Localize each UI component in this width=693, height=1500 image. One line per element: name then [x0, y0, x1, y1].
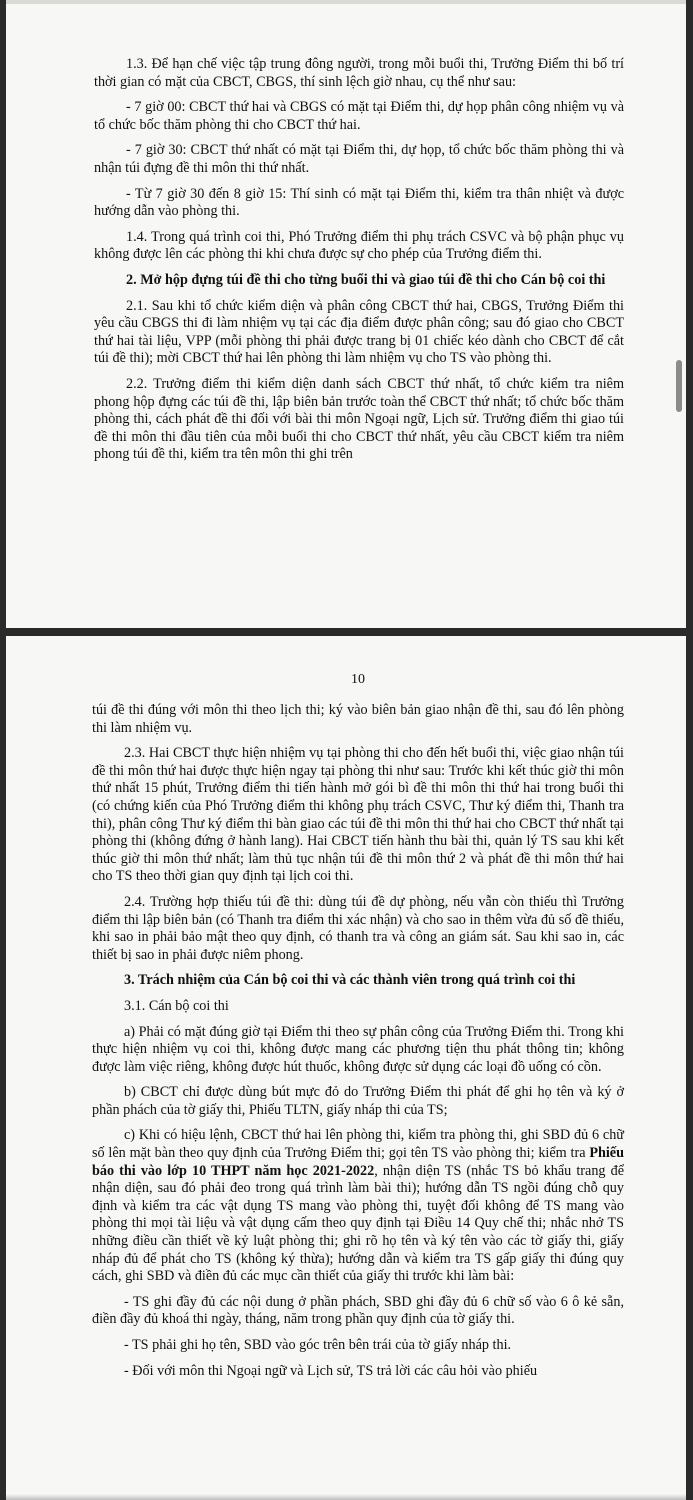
para-c-text-2: , nhận diện TS (nhắc TS bỏ khẩu trang để nhận diện, sau đó phải đeo trong quá trình làm bài thi); hướng dẫn TS ngồi đúng chỗ quy định và kiểm tra các vật dụng TS mang vào phòng thi, tuyệt đối không để TS mang vào phòng thi mọi tài liệu và vật dụng cấm theo quy định tại Điều 14 Quy chế thi; nhắc nhở TS những điều cần thiết về kỷ luật phòng thi; ghi rõ họ tên và ký tên vào các tờ giấy thi, giấy nháp đủ để phát cho TS (không ký thừa); hướng dẫn và kiểm tra TS gấp giấy thi đúng quy cách, ghi SBD và điền đủ các mục cần thiết của giấy thi trước khi làm bài: — [92, 1162, 624, 1285]
document-page-1 — [6, 0, 686, 628]
para-a: a) Phải có mặt đúng giờ tại Điểm thi theo sự phân công của Trưởng Điểm thi. Trong khi thực hiện nhiệm vụ coi thi, không được mang các phương tiện thu phát thông tin; không được làm việc riêng, không được hút thuốc, không được sử dụng các loại đồ uống có cồn. — [92, 1023, 624, 1075]
para-c-bold-text: Phiếu báo thi vào lớp 10 THPT năm học 2021-2022 — [92, 1145, 624, 1179]
page-number: 10 — [351, 672, 365, 687]
section-heading-2: 2. Mở hộp đựng túi đề thi cho từng buổi thi và giao túi đề thi cho Cán bộ coi thi — [126, 271, 606, 288]
para-2-1: 2.1. Sau khi tổ chức kiểm diện và phân công CBCT thứ hai, CBGS, Trưởng Điểm thi yêu cầu CBGS thi đi làm nhiệm vụ tại các địa điểm được phân công; sau đó giao cho CBCT thứ hai tài liệu, VPP (mỗi phòng thi phải được trang bị 01 chiếc kéo dành cho CBCT để cắt túi đề thi); mời CBCT thứ hai lên phòng thi làm nhiệm vụ cho TS vào phòng thi. — [94, 297, 624, 367]
section-heading-3: 3. Trách nhiệm của Cán bộ coi thi và các thành viên trong quá trình coi thi — [124, 972, 576, 989]
para-b: b) CBCT chỉ được dùng bút mực đỏ do Trưởng Điểm thi phát để ghi họ tên và ký ở phần phách của tờ giấy thi, Phiếu TLTN, giấy nháp thi của TS; — [92, 1084, 624, 1118]
para-2-3: 2.3. Hai CBCT thực hiện nhiệm vụ tại phòng thi cho đến hết buổi thi, việc giao nhận túi đề thi môn thứ hai được thực hiện ngay tại phòng thi như sau: Trước khi kết thúc giờ thi môn thứ nhất 15 phút, Trưởng điểm thi tiến hành mở gói bì đề thi môn thi thứ hai trong buổi thi (có chứng kiến của Phó Trưởng điểm thi không phụ trách CSVC, Thư ký điểm thi, Thanh tra thi), phân công Thư ký điểm thi bàn giao các túi đề thi môn thi thứ hai cho CBCT thứ nhất tại phòng thi (không đứng ở hành lang). Hai CBCT tiến hành thu bài thi, quản lý TS sau khi kết thúc giờ thi môn thứ nhất; làm thủ tục nhận túi đề thi môn thứ 2 và phát đề thi môn thứ hai cho TS theo thời gian quy định tại lịch coi thi. — [92, 745, 624, 885]
para-c — [92, 1127, 624, 1285]
para-continued: túi đề thi đúng với môn thi theo lịch thi; ký vào biên bản giao nhận đề thi, sau đó lên phòng thi làm nhiệm vụ. — [92, 702, 624, 736]
para-ts-phach: - TS ghi đầy đủ các nội dung ở phần phách, SBD ghi đầy đủ 6 chữ số vào 6 ô kẻ sẵn, điền đầy đủ khoá thi ngày, tháng, năm trong phần quy định của tờ giấy thi. — [92, 1293, 624, 1328]
scrollbar-thumb[interactable] — [676, 360, 682, 412]
subheading-3-1: 3.1. Cán bộ coi thi — [124, 997, 229, 1014]
page-cut-edge — [6, 1494, 686, 1500]
para-7h30: - 7 giờ 30: CBCT thứ nhất có mặt tại Điểm thi, dự họp, tổ chức bốc thăm phòng thi và nhận túi đựng đề thi môn thi thứ nhất. — [94, 142, 624, 176]
para-2-4: 2.4. Trường hợp thiếu túi đề thi: dùng túi đề dự phòng, nếu vẫn còn thiếu thì Trưởng điểm thi lập biên bản (có Thanh tra điểm thi xác nhận) và cho sao in thêm vừa đủ số đề thiếu, khi sao in phải bảo mật theo quy định, có thanh tra và công an giám sát. Sau khi sao in, các thiết bị sao in phải được niêm phong. — [92, 893, 624, 963]
page-edge — [6, 0, 686, 4]
para-1-3: 1.3. Để hạn chế việc tập trung đông người, trong mỗi buổi thi, Trưởng Điểm thi bố trí thời gian có mặt của CBCT, CBGS, thí sinh lệch giờ nhau, cụ thể như sau: — [94, 56, 624, 90]
para-ngoai-ngu: - Đối với môn thi Ngoại ngữ và Lịch sử, TS trả lời các câu hỏi vào phiếu — [124, 1362, 538, 1379]
para-7h30-8h15: - Từ 7 giờ 30 đến 8 giờ 15: Thí sinh có mặt tại Điểm thi, kiểm tra thân nhiệt và được hướng dẫn vào phòng thi. — [94, 185, 624, 220]
para-7h00: - 7 giờ 00: CBCT thứ hai và CBGS có mặt tại Điểm thi, dự họp phân công nhiệm vụ và tổ chức bốc thăm phòng thi cho CBCT thứ hai. — [94, 99, 624, 133]
para-2-2: 2.2. Trưởng điểm thi kiểm diện danh sách CBCT thứ nhất, tổ chức kiểm tra niêm phong hộp đựng các túi đề thi, lập biên bản trước toàn thể CBCT thứ nhất; tổ chức bốc thăm phòng thi, cách phát đề thi đối với bài thi môn Ngoại ngữ, Lịch sử. Trưởng điểm thi giao túi đề thi môn thi đầu tiên của mỗi buổi thi cho CBCT thứ nhất, yêu cầu CBCT kiểm tra niêm phong túi đề thi, kiểm tra tên môn thi ghi trên — [94, 375, 624, 463]
para-c-text-1: c) Khi có hiệu lệnh, CBCT thứ hai lên phòng thi, kiểm tra phòng thi, ghi SBD đủ 6 chữ số lên mặt bàn theo quy định của Trưởng Điểm thi; gọi tên TS vào phòng thi; kiểm tra — [92, 1127, 624, 1162]
document-page-2 — [6, 636, 686, 1500]
para-ts-nhap: - TS phải ghi họ tên, SBD vào góc trên bên trái của tờ giấy nháp thi. — [124, 1337, 512, 1353]
para-1-4: 1.4. Trong quá trình coi thi, Phó Trưởng điểm thi phụ trách CSVC và bộ phận phục vụ không được lên các phòng thi khi chưa được sự cho phép của Trưởng điểm thi. — [94, 228, 624, 263]
